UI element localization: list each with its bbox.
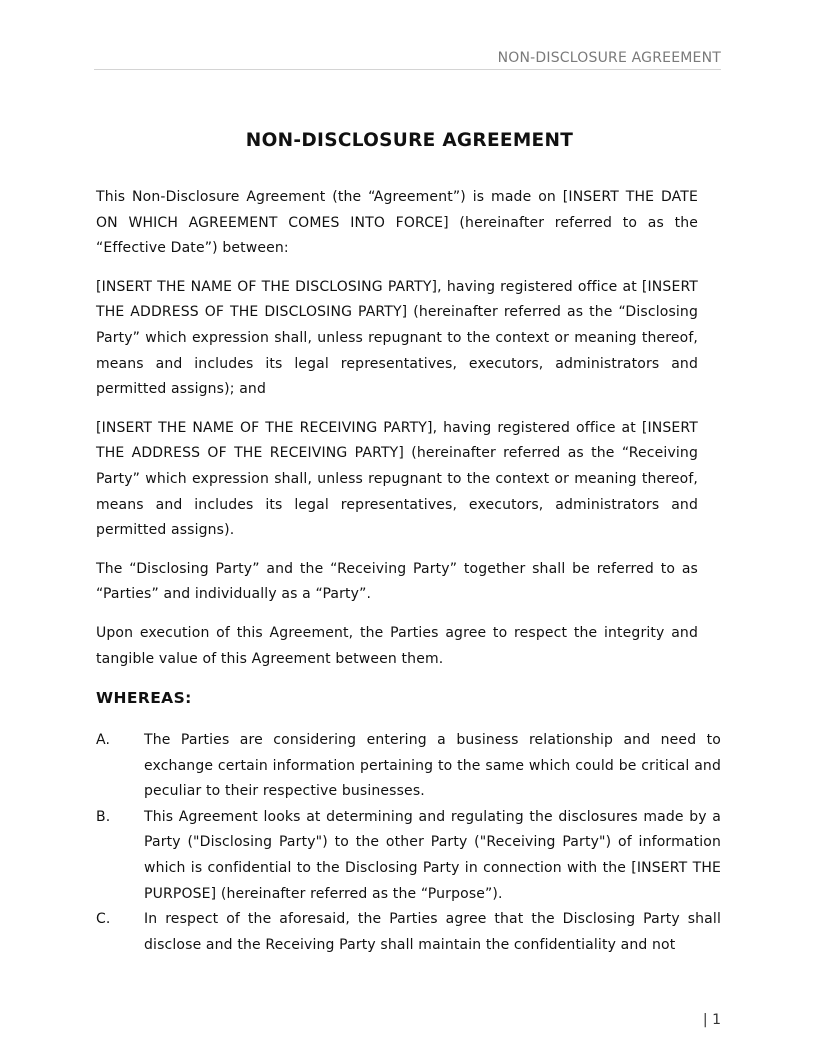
recital-letter: B. xyxy=(96,808,111,825)
recital-text: This Agreement looks at determining and regulating the disclosures made by a Party ("Disclosing Party") to the other Party ("Receiving Party") of information which is confidential to the Disclosing Party in connection with the [INSERT THE PURPOSE] (hereinafter referred as the “Purpose”). xyxy=(144,808,721,902)
recitals-list xyxy=(96,728,721,958)
recital-item xyxy=(96,728,721,805)
recital-item xyxy=(96,907,721,958)
recital-text: In respect of the aforesaid, the Parties agree that the Disclosing Party shall disclose and the Receiving Party shall maintain the confidentiality and not xyxy=(144,911,721,953)
whereas-heading: WHEREAS: xyxy=(96,689,192,707)
recital-text: The Parties are considering entering a business relationship and need to exchange certain information pertaining to the same which could be critical and peculiar to their respective businesses. xyxy=(144,732,721,800)
running-header-title: NON-DISCLOSURE AGREEMENT xyxy=(497,50,721,66)
recital-item xyxy=(96,805,721,907)
receiving-party-paragraph: [INSERT THE NAME OF THE RECEIVING PARTY], having registered office at [INSERT THE ADDRESS OF THE RECEIVING PARTY] (hereinafter referred as the “Receiving Party” which expression shall, unless repugnant to the context or meaning thereof, means and includes its legal representatives, executors, administrators and permitted assigns). xyxy=(96,419,698,539)
recital-letter: C. xyxy=(96,911,111,928)
document-title: NON-DISCLOSURE AGREEMENT xyxy=(245,130,574,151)
recital-letter: A. xyxy=(96,732,111,748)
page-header xyxy=(94,50,721,70)
disclosing-party-paragraph: [INSERT THE NAME OF THE DISCLOSING PARTY], having registered office at [INSERT THE ADDRESS OF THE DISCLOSING PARTY] (hereinafter referred as the “Disclosing Party” which expression shall, unless repugnant to the context or meaning thereof, means and includes its legal representatives, executors, administrators and permitted assigns); and xyxy=(96,278,698,398)
page-bottom-margin xyxy=(0,958,816,1008)
execution-paragraph: Upon execution of this Agreement, the Parties agree to respect the integrity and tangible value of this Agreement between them. xyxy=(96,624,698,667)
document-body xyxy=(96,185,698,685)
preamble-paragraph: This Non-Disclosure Agreement (the “Agreement”) is made on [INSERT THE DATE ON WHICH AGREEMENT COMES INTO FORCE] (hereinafter referred to as the “Effective Date”) between: xyxy=(96,189,698,257)
parties-definition-paragraph: The “Disclosing Party” and the “Receiving Party” together shall be referred to as “Parties” and individually as a “Party”. xyxy=(96,560,698,603)
page-number: | 1 xyxy=(702,1012,721,1028)
